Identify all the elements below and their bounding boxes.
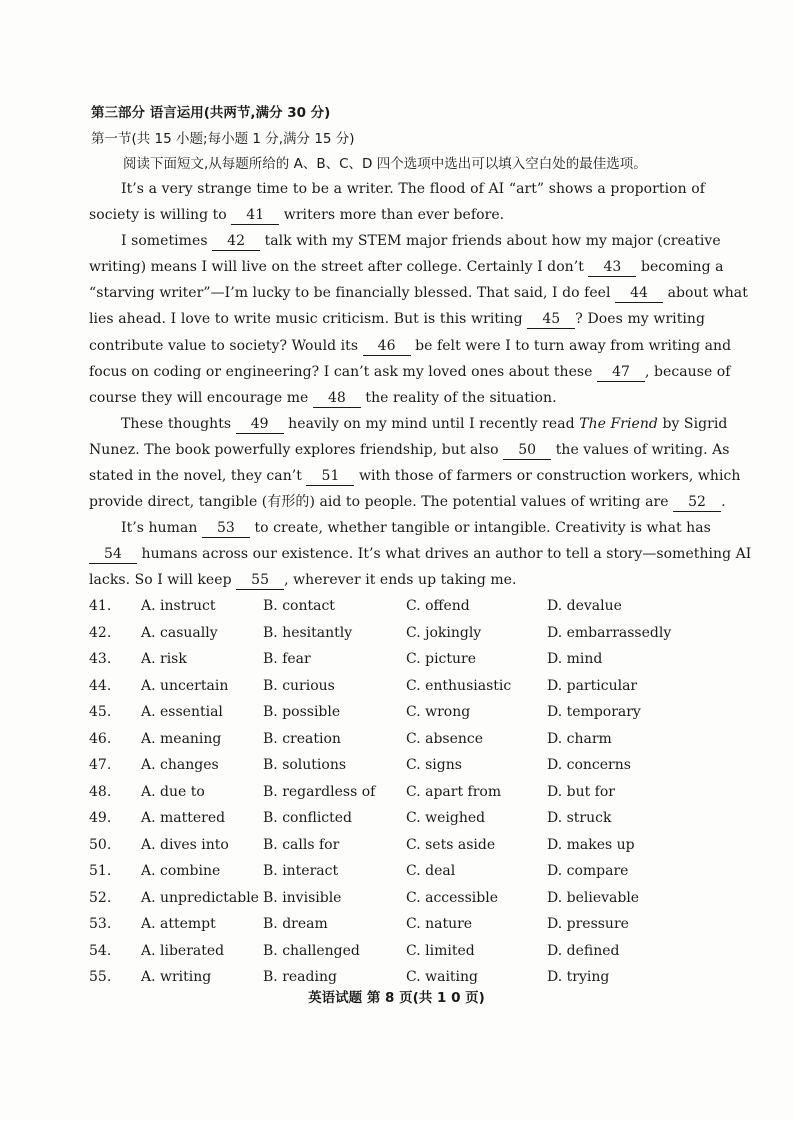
option-a: A. casually	[141, 624, 218, 641]
option-b: B. possible	[263, 704, 341, 720]
option-d: D. believable	[547, 889, 640, 906]
option-a: A. unpredictable	[141, 889, 259, 906]
option-c: C. weighed	[406, 810, 486, 826]
question-number: 50.	[89, 836, 112, 853]
option-a: A. meaning	[141, 730, 222, 747]
passage-line: “starving writer”—I’m lucky to be financially blessed. That said, I do feel 44 about what	[89, 285, 748, 302]
option-b: B. interact	[263, 863, 339, 879]
option-row	[89, 593, 709, 620]
option-a: A. due to	[141, 783, 205, 800]
blank-42: 42	[212, 232, 260, 251]
option-b: B. invisible	[263, 889, 342, 906]
option-b: B. reading	[263, 969, 337, 985]
blank-49: 49	[236, 415, 284, 434]
blank-45: 45	[527, 310, 575, 329]
option-row	[89, 699, 709, 726]
option-d: D. particular	[547, 677, 638, 694]
question-number: 47.	[89, 757, 112, 773]
question-number: 46.	[89, 730, 112, 747]
option-c: C. deal	[406, 863, 456, 879]
page-footer: 英语试题 第 8 页(共 1 0 页)	[308, 990, 485, 1006]
option-d: D. devalue	[547, 598, 622, 614]
option-c: C. waiting	[406, 969, 479, 985]
blank-51: 51	[306, 467, 354, 486]
option-d: D. pressure	[547, 916, 629, 932]
option-d: D. compare	[547, 863, 629, 879]
option-c: C. sets aside	[406, 836, 496, 853]
option-d: D. struck	[547, 810, 612, 826]
blank-46: 46	[363, 337, 411, 356]
option-row	[89, 646, 709, 673]
option-d: D. trying	[547, 969, 610, 985]
passage-line: provide direct, tangible (有形的) aid to people. The potential values of writing are 52 .	[89, 494, 726, 511]
passage-line: focus on coding or engineering? I can’t ask my loved ones about these 47 , because of	[89, 363, 731, 380]
passage-line: course they will encourage me 48 the reality of the situation.	[89, 389, 557, 406]
blank-41: 41	[231, 206, 279, 225]
passage-line: Nunez. The book powerfully explores friendship, but also 50 the values of writing. As	[89, 441, 730, 458]
question-number: 54.	[89, 942, 112, 959]
option-c: C. picture	[406, 651, 477, 667]
option-d: D. temporary	[547, 704, 641, 720]
option-row	[89, 805, 709, 832]
option-b: B. dream	[263, 916, 328, 932]
passage-line: 54 humans across our existence. It’s what drives an author to tell a story—something AI	[89, 541, 705, 567]
passage-line: lacks. So I will keep 55 , wherever it ends up taking me.	[89, 572, 517, 589]
option-a: A. risk	[141, 651, 187, 667]
option-a: A. combine	[141, 863, 221, 879]
option-row	[89, 779, 709, 806]
option-a: A. dives into	[141, 836, 229, 853]
option-a: A. attempt	[141, 916, 216, 932]
option-row	[89, 620, 709, 647]
passage-line: society is willing to 41 writers more than ever before.	[89, 207, 505, 224]
question-number: 49.	[89, 810, 112, 826]
reading-passage	[89, 176, 752, 594]
question-number: 55.	[89, 969, 112, 985]
option-c: C. signs	[406, 757, 462, 773]
question-number: 45.	[89, 704, 112, 720]
blank-48: 48	[313, 389, 361, 408]
option-b: B. contact	[263, 598, 335, 614]
option-c: C. jokingly	[406, 624, 482, 641]
question-number: 41.	[89, 598, 112, 614]
option-row	[89, 858, 709, 885]
book-title: The Friend	[579, 415, 658, 432]
blank-55: 55	[236, 571, 284, 590]
option-c: C. wrong	[406, 704, 471, 720]
passage-line: It’s a very strange time to be a writer. The flood of AI “art” shows a proportion of	[121, 181, 705, 197]
option-b: B. creation	[263, 730, 341, 747]
blank-47: 47	[597, 363, 645, 382]
option-a: A. writing	[141, 969, 212, 985]
option-b: B. conflicted	[263, 810, 353, 826]
option-row	[89, 726, 709, 753]
question-number: 51.	[89, 863, 112, 879]
blank-44: 44	[615, 284, 663, 303]
option-row	[89, 832, 709, 859]
option-d: D. makes up	[547, 836, 635, 853]
option-c: C. apart from	[406, 783, 502, 800]
question-number: 43.	[89, 651, 112, 667]
option-row	[89, 938, 709, 965]
passage-line: These thoughts 49 heavily on my mind until I recently read The Friend by Sigrid	[121, 415, 728, 432]
part-title: 第三部分 语言运用(共两节,满分 30 分)	[91, 105, 331, 121]
option-row	[89, 885, 709, 912]
instruction-text: 阅读下面短文,从每题所给的 A、B、C、D 四个选项中选出可以填入空白处的最佳选项。	[123, 156, 647, 172]
passage-line: It’s human 53 to create, whether tangible or intangible. Creativity is what has	[121, 520, 711, 537]
option-a: A. changes	[141, 757, 219, 773]
option-d: D. mind	[547, 651, 603, 667]
option-b: B. calls for	[263, 836, 340, 853]
question-number: 53.	[89, 916, 112, 932]
option-c: C. enthusiastic	[406, 677, 512, 694]
option-b: B. fear	[263, 651, 311, 667]
section-title: 第一节(共 15 小题;每小题 1 分,满分 15 分)	[91, 131, 355, 147]
option-c: C. nature	[406, 916, 473, 932]
option-row	[89, 673, 709, 700]
option-d: D. charm	[547, 730, 612, 747]
option-d: D. concerns	[547, 757, 631, 773]
option-c: C. absence	[406, 730, 484, 747]
option-b: B. hesitantly	[263, 624, 353, 641]
passage-line: contribute value to society? Would its 46 be felt were I to turn away from writing and	[89, 337, 732, 354]
option-c: C. accessible	[406, 889, 498, 906]
option-a: A. essential	[141, 704, 223, 720]
option-row	[89, 911, 709, 938]
blank-43: 43	[588, 258, 636, 277]
option-b: B. solutions	[263, 757, 347, 773]
passage-line: writing) means I will live on the street after college. Certainly I don’t 43 becoming a	[89, 259, 724, 276]
answer-options	[89, 593, 709, 991]
blank-52: 52	[673, 493, 721, 512]
passage-line: I sometimes 42 talk with my STEM major friends about how my major (creative	[121, 233, 721, 250]
passage-line: stated in the novel, they can’t 51 with those of farmers or construction workers, which	[89, 468, 741, 485]
option-a: A. instruct	[141, 598, 216, 614]
option-a: A. uncertain	[141, 677, 229, 694]
option-b: B. challenged	[263, 942, 360, 959]
option-a: A. liberated	[141, 942, 225, 959]
option-row	[89, 752, 709, 779]
blank-53: 53	[202, 519, 250, 538]
option-b: B. curious	[263, 677, 335, 694]
option-d: D. embarrassedly	[547, 624, 672, 641]
question-number: 42.	[89, 624, 112, 641]
option-a: A. mattered	[141, 810, 226, 826]
option-c: C. limited	[406, 942, 475, 959]
option-d: D. but for	[547, 783, 615, 800]
blank-50: 50	[503, 441, 551, 460]
blank-54: 54	[89, 545, 137, 564]
question-number: 52.	[89, 889, 112, 906]
option-b: B. regardless of	[263, 783, 376, 800]
option-d: D. defined	[547, 942, 620, 959]
option-c: C. offend	[406, 598, 470, 614]
question-number: 48.	[89, 783, 112, 800]
question-number: 44.	[89, 677, 112, 694]
passage-line: lies ahead. I love to write music criticism. But is this writing 45 ? Does my writing	[89, 311, 705, 328]
